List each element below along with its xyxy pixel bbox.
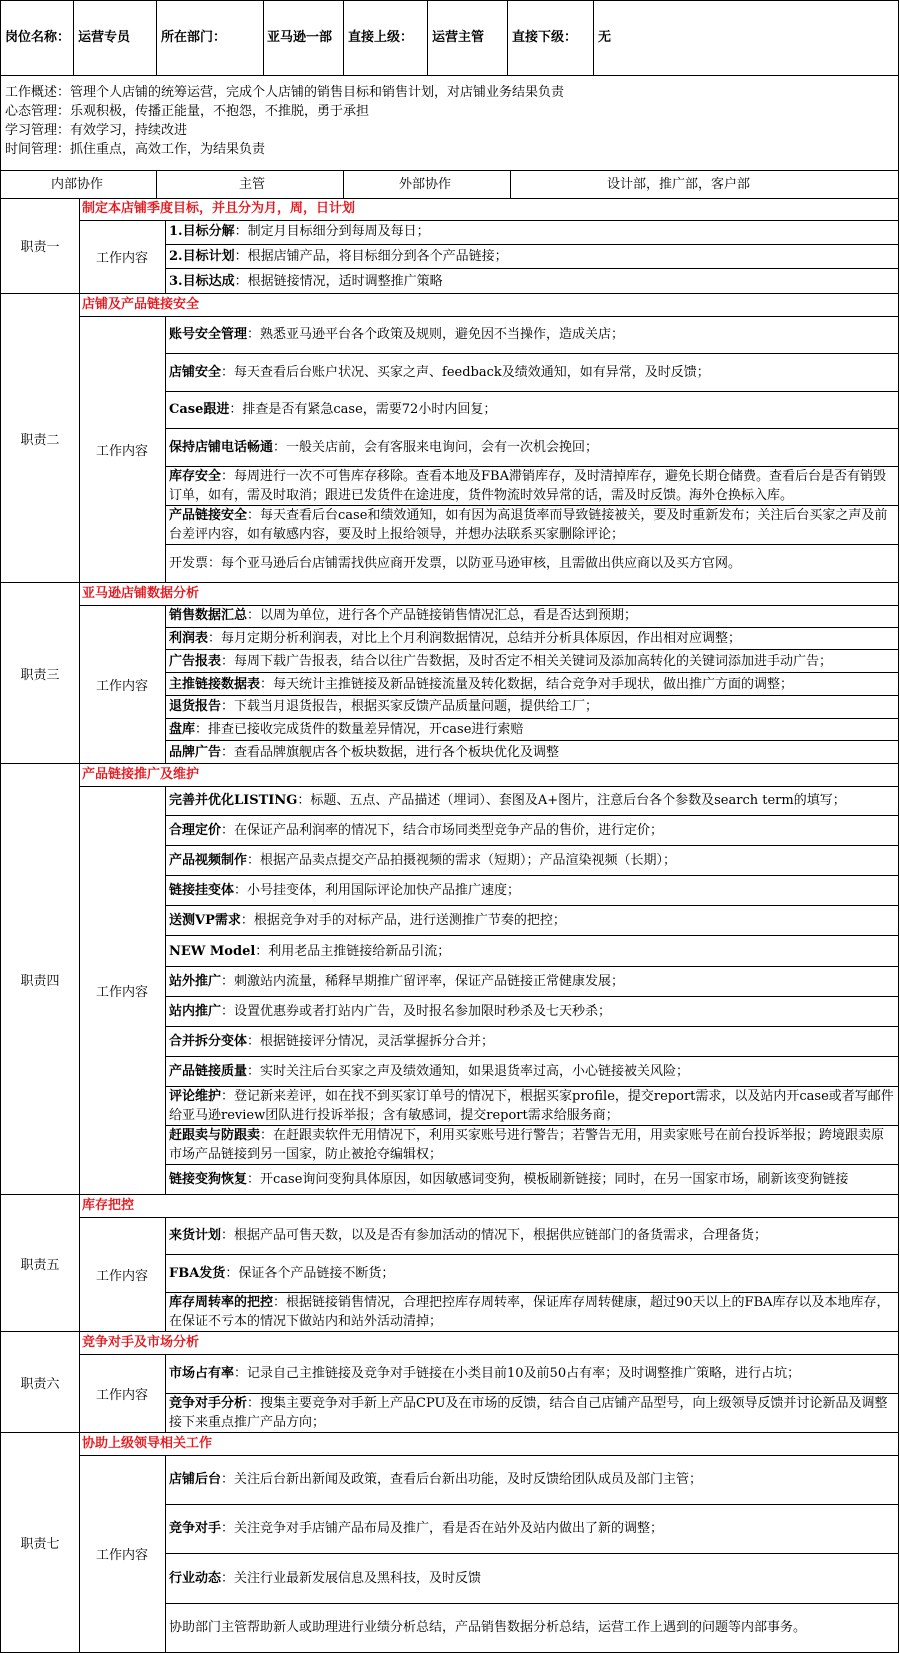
duty-item-text: [169, 1569, 481, 1588]
duty-item-text: [169, 652, 832, 671]
duty-item-text: [169, 791, 846, 810]
external-coop-label: 外部协作: [399, 177, 452, 192]
work-content-label: 工作内容: [79, 605, 166, 763]
divider: [343, 171, 344, 198]
duty-items: [166, 605, 898, 763]
duty-item-text: [169, 506, 895, 544]
duty-item-key: 合理定价: [169, 823, 222, 839]
dept-label: 所在部门：: [161, 30, 227, 45]
duty-item-value: 协助部门主管帮助新人或助理进行业绩分析总结，产品销售数据分析总结，运营工作上遇到的问题等内部事务。: [169, 1620, 807, 1636]
duty-item-value: ：小号挂变体，利用国际评论加快产品推广速度；: [234, 883, 521, 899]
duty-item-text: [169, 1062, 689, 1081]
duty-item: [166, 967, 898, 997]
overview-line: 心态管理：乐观积极，传播正能量，不抱怨，不推脱，勇于承担: [5, 104, 370, 119]
subordinate-label: 直接下级：: [512, 30, 578, 45]
duty-item-key: 链接变狗恢复: [169, 1171, 248, 1187]
overview: [0, 75, 899, 171]
duty-item: [166, 650, 898, 673]
work-content-label: 工作内容: [79, 1354, 166, 1432]
work-content-label: 工作内容: [79, 316, 166, 582]
duty-item: [166, 1057, 898, 1087]
superior-value: 运营主管: [432, 30, 485, 45]
duty-item-text: [169, 821, 663, 840]
duty-item-key: 来货计划: [169, 1228, 222, 1243]
duty-label: 职责五: [1, 1195, 80, 1331]
duty-item-key: 赶跟卖与防跟卖: [169, 1127, 261, 1143]
duty-item-key: 店铺后台: [169, 1471, 222, 1487]
duty-item-key: FBA发货: [169, 1266, 226, 1281]
duty-item-text: [169, 743, 559, 762]
duty-item-value: ：设置优惠券或者打站内广告，及时报名参加限时秒杀及七天秒杀；: [221, 1003, 612, 1019]
duty-item-key: 市场占有率: [169, 1365, 235, 1381]
duty-item-key: 合并拆分变体: [169, 1033, 248, 1049]
dept-value: 亚马逊一部: [267, 30, 333, 45]
duty-item-text: [169, 467, 895, 505]
duty-item-text: [169, 972, 624, 991]
duty-item: [166, 876, 898, 906]
duty-item-text: [169, 911, 566, 930]
duty-item-key: NEW Model: [169, 943, 256, 959]
position-value: 运营专员: [78, 30, 131, 45]
duty-item: [166, 846, 898, 876]
duty-item-text: [169, 697, 598, 716]
duty-item: [166, 1027, 898, 1057]
duty-items: [166, 1354, 898, 1432]
duty-items: [166, 1455, 898, 1652]
duty-item-value: ：一般关店前，会有客服来电询问，会有一次机会挽回；: [273, 440, 599, 456]
duty-item-value: ：制定月目标细分到每周及每日；: [234, 224, 430, 240]
duty-item-value: 开发票：每个亚马逊后台店铺需找供应商开发票，以防亚马逊审核，且需做出供应商以及买方官网。: [169, 556, 742, 572]
cooperation-row: [0, 171, 899, 199]
divider: [507, 1, 508, 75]
duty-item-value: ：根据产品可售天数，以及是否有参加活动的情况下，根据供应链部门的备货需求，合理备货；: [221, 1228, 768, 1243]
duty-label: 职责一: [1, 198, 80, 293]
duty-item-value: ：保证各个产品链接不断货；: [225, 1266, 395, 1281]
duty-items: [166, 1217, 898, 1331]
duty-item-value: ：根据链接评分情况，灵活掌握拆分合并；: [247, 1033, 495, 1049]
duty-item-value: ：关注后台新出新闻及政策，查看后台新出功能，及时反馈给团队成员及部门主管；: [221, 1471, 703, 1487]
duty-item-key: 行业动态: [169, 1570, 222, 1586]
duty-item-value: ：关注行业最新发展信息及黑科技，及时反馈: [221, 1570, 482, 1586]
duty-item-key: 1.目标分解: [169, 224, 235, 240]
duty-item-text: [169, 400, 496, 419]
divider: [510, 171, 511, 198]
duty-item-value: ：根据产品卖点提交产品拍摄视频的需求（短期）；产品渲染视频（长期）；: [247, 853, 677, 869]
duty-item-text: [169, 222, 430, 241]
duty-item-key: 完善并优化LISTING: [169, 793, 298, 809]
divider: [73, 1, 74, 75]
work-content-label: 工作内容: [79, 1455, 166, 1652]
duty-item-value: ：在保证产品利润率的情况下，结合市场同类型竞争产品的售价，进行定价；: [221, 823, 664, 839]
duty-item-text: [169, 1618, 806, 1637]
duty-item: [166, 786, 898, 816]
duty-item: [166, 1087, 898, 1126]
duty-item: [166, 545, 898, 582]
duty-item: [166, 316, 898, 354]
duty-item: [166, 1255, 898, 1293]
divider: [156, 1, 157, 75]
overview-line: 学习管理：有效学习，持续改进: [5, 123, 188, 138]
work-content-label: 工作内容: [79, 786, 166, 1194]
duty-item-key: 广告报表: [169, 653, 222, 669]
duty-item-text: [169, 1470, 702, 1489]
position-label: 岗位名称：: [5, 30, 71, 45]
duty-item-value: ：根据竞争对手的对标产品，进行送测推广节奏的把控；: [240, 913, 566, 929]
duty-item-text: [169, 1293, 895, 1331]
duty-item-text: [169, 851, 676, 870]
duty-item-value: ：搜集主要竞争对手新上产品CPU及在市场的反馈，结合自己店铺产品型号，向上级领导反馈并讨论新品及调整接下来重点推广产品方向；: [169, 1395, 888, 1430]
duty-section: [0, 198, 899, 294]
duty-item-text: [169, 1226, 767, 1245]
duty-item: [166, 1354, 898, 1394]
duty-item-key: 主推链接数据表: [169, 676, 261, 692]
duty-item: [166, 1165, 898, 1194]
duty-item: [166, 220, 898, 245]
duty-item-value: ：根据链接情况，适时调整推广策略: [234, 273, 443, 289]
duty-item-value: ：每月定期分析利润表，对比上个月利润数据情况，总结并分析具体原因，作出相对应调整；: [208, 631, 742, 647]
duty-item-text: [169, 438, 598, 457]
duty-label: 职责四: [1, 764, 80, 1194]
duty-items: [166, 220, 898, 293]
duty-item-value: ：标题、五点、产品描述（埋词）、套图及A+图片，注意后台各个参数及search term的填写；: [297, 793, 846, 809]
duty-section: [0, 1195, 899, 1332]
duty-item-value: ：熟悉亚马逊平台各个政策及规则，避免因不当操作，造成关店；: [247, 326, 625, 342]
duty-item: [166, 467, 898, 506]
internal-coop-value: 主管: [239, 177, 266, 192]
duty-item-value: ：根据链接销售情况，合理把控库存周转率，保证库存周转健康，超过90天以上的FBA库存以及本地库存，在保证不亏本的情况下做站内和站外活动清掉；: [169, 1295, 890, 1329]
duty-section: [0, 1433, 899, 1653]
duty-item-key: 库存周转率的把控: [169, 1295, 274, 1310]
duty-title: 竞争对手及市场分析: [79, 1332, 898, 1355]
duty-item-text: [169, 629, 741, 648]
duty-item: [166, 906, 898, 936]
duty-item-value: ：在赶跟卖软件无用情况下，利用买家账号进行警告；若警告无用，用卖家账号在前台投诉举报；跨境跟卖原市场产品链接到另一国家，防止被抢夺编辑权；: [169, 1127, 885, 1162]
duty-item-value: ：以周为单位，进行各个产品链接销售情况汇总，看是否达到预期；: [247, 608, 638, 624]
divider: [593, 1, 594, 75]
duty-item-text: [169, 1170, 848, 1189]
work-content-label: 工作内容: [79, 220, 166, 293]
duty-item: [166, 605, 898, 628]
duty-item: [166, 741, 898, 763]
divider: [263, 1, 264, 75]
duty-item: [166, 1554, 898, 1604]
duty-item-value: ：排查是否有紧急case，需要72小时内回复；: [229, 402, 497, 418]
duty-item-key: 销售数据汇总: [169, 608, 248, 624]
duty-item-key: 链接挂变体: [169, 883, 235, 899]
internal-coop-label: 内部协作: [51, 177, 104, 192]
duty-item: [166, 1604, 898, 1653]
duty-item-key: 产品视频制作: [169, 853, 248, 869]
duty-item: [166, 936, 898, 966]
duty-title: 库存把控: [79, 1195, 898, 1218]
duty-item-key: 站外推广: [169, 973, 222, 989]
duty-item-value: ：查看品牌旗舰店各个板块数据，进行各个板块优化及调整: [221, 744, 560, 760]
duty-label: 职责六: [1, 1332, 80, 1432]
duty-item: [166, 628, 898, 651]
duty-item-text: [169, 1264, 394, 1283]
duty-title: 协助上级领导相关工作: [79, 1433, 898, 1456]
duty-item-text: [169, 1519, 663, 1538]
duty-item-text: [169, 1032, 494, 1051]
duty-title: 店铺及产品链接安全: [79, 294, 898, 317]
duty-item-key: 评论维护: [169, 1088, 222, 1104]
duty-item-value: ：排查已接收完成货件的数量差异情况，开case进行索赔: [195, 721, 524, 737]
superior-label: 直接上级：: [348, 30, 414, 45]
duty-item-value: ：关注竞争对手店铺产品布局及推广，看是否在站外及站内做出了新的调整；: [221, 1521, 664, 1537]
duty-item-text: [169, 1394, 895, 1432]
duty-items: [166, 786, 898, 1194]
divider: [427, 1, 428, 75]
duty-item: [166, 1293, 898, 1331]
duty-item-key: 店铺安全: [169, 364, 222, 380]
duty-item-text: [169, 1087, 895, 1125]
duty-items: [166, 316, 898, 582]
header-row: [0, 0, 899, 76]
duty-item-key: 竞争对手分析: [169, 1395, 248, 1411]
duty-title: 制定本店铺季度目标，并且分为月，周，日计划: [79, 198, 898, 221]
duty-item-value: ：利用老品主推链接给新品引流；: [255, 943, 451, 959]
duty-item-key: 保持店铺电话畅通: [169, 440, 274, 456]
duty-item: [166, 696, 898, 719]
duty-item-value: ：每周进行一次不可售库存移除。查看本地及FBA滞销库存，及时清掉库存，避免长期仓储费。查看后台是否有销毁订单，如有，需及时取消；跟进已发货件在途进度，货件物流时效异常的话，需及时反馈。海外仓换标入库。: [169, 469, 886, 504]
subordinate-value: 无: [598, 30, 612, 45]
duty-item-key: 产品链接安全: [169, 508, 248, 524]
work-content-label: 工作内容: [79, 1217, 166, 1331]
duty-item-value: ：刺激站内流量，稀释早期推广留评率，保证产品链接正常健康发展；: [221, 973, 625, 989]
duty-item: [166, 429, 898, 467]
duty-item: [166, 719, 898, 742]
duty-item-value: ：开case询问变狗具体原因，如因敏感词变狗，模板刷新链接；同时，在另一国家市场，刷新该变狗链接: [247, 1171, 849, 1187]
duty-item-text: [169, 1364, 800, 1383]
duty-item-value: ：下载当月退货报告，根据买家反馈产品质量问题，提供给工厂；: [221, 699, 599, 715]
duty-item: [166, 816, 898, 846]
duty-item-text: [169, 675, 793, 694]
duty-item-value: ：实时关注后台买家之声及绩效通知，如果退货率过高，小心链接被关风险；: [247, 1063, 690, 1079]
duty-item-key: 退货报告: [169, 699, 222, 715]
duty-item-text: [169, 606, 637, 625]
duty-item: [166, 1394, 898, 1433]
duty-item: [166, 1455, 898, 1505]
duty-item: [166, 1217, 898, 1255]
divider: [343, 1, 344, 75]
duty-item-key: 账号安全管理: [169, 326, 248, 342]
duty-section: [0, 583, 899, 764]
duty-item: [166, 392, 898, 430]
duty-title: 亚马逊店铺数据分析: [79, 583, 898, 606]
duty-item-key: 送测VP需求: [169, 913, 241, 929]
duty-label: 职责二: [1, 294, 80, 582]
duty-item-key: 利润表: [169, 631, 209, 647]
duty-item-text: [169, 554, 741, 573]
duty-item-key: 站内推广: [169, 1003, 222, 1019]
duty-label: 职责三: [1, 583, 80, 763]
duty-label: 职责七: [1, 1433, 80, 1652]
duty-item-key: 竞争对手: [169, 1521, 222, 1537]
duty-item-key: 2.目标计划: [169, 249, 235, 264]
duty-item-key: 产品链接质量: [169, 1063, 248, 1079]
duty-section: [0, 1332, 899, 1433]
duty-item: [166, 506, 898, 545]
duty-item-value: ：每天统计主推链接及新品链接流量及转化数据，结合竞争对手现状，做出推广方面的调整；: [260, 676, 794, 692]
duty-item-key: 品牌广告: [169, 744, 222, 760]
overview-line: 时间管理：抓住重点，高效工作，为结果负责: [5, 142, 266, 157]
duty-item-key: 盘库: [169, 721, 196, 737]
duty-item-text: [169, 942, 450, 961]
duty-item-text: [169, 1126, 895, 1164]
duty-item-text: [169, 247, 508, 266]
duty-item-value: ：每天查看后台case和绩效通知，如有因为高退货率而导致链接被关，要及时重新发布；关注后台买家之声及前台差评内容，如有敏感内容，要及时上报给领导，并想办法联系买家删除评论；: [169, 508, 888, 543]
duty-title: 产品链接推广及维护: [79, 764, 898, 787]
duty-item-value: ：每周下载广告报表，结合以往广告数据，及时否定不相关关键词及添加高转化的关键词添加进手动广告；: [221, 653, 833, 669]
duty-item-text: [169, 1002, 611, 1021]
duty-item-text: [169, 881, 520, 900]
duty-item-key: 库存安全: [169, 469, 222, 485]
duty-item: [166, 997, 898, 1027]
divider: [156, 171, 157, 198]
duty-item: [166, 245, 898, 270]
duty-section: [0, 294, 899, 583]
duty-item-value: ：根据店铺产品，将目标细分到各个产品链接；: [234, 249, 508, 264]
duty-item: [166, 673, 898, 696]
duty-item: [166, 269, 898, 293]
duty-item-text: [169, 363, 710, 382]
duty-item: [166, 1126, 898, 1165]
duty-item-text: [169, 272, 443, 291]
duty-item: [166, 1505, 898, 1555]
overview-line: 工作概述：管理个人店铺的统筹运营，完成个人店铺的销售目标和销售计划，对店铺业务结果负责: [5, 85, 565, 100]
duty-item-text: [169, 325, 624, 344]
duty-item-text: [169, 720, 523, 739]
duty-item-value: ：记录自己主推链接及竞争对手链接在小类目前10及前50占有率；及时调整推广策略，进行占坑；: [234, 1365, 801, 1381]
external-coop-value: 设计部，推广部，客户部: [607, 177, 751, 192]
duty-item: [166, 354, 898, 392]
duty-item-key: 3.目标达成: [169, 273, 235, 289]
duty-item-value: ：登记新来差评，如在找不到买家订单号的情况下，根据买家profile，提交report需求，以及站内开case或者写邮件给亚马逊review团队进行投诉举报；含有敏感词，提交report需求给服务商；: [169, 1088, 894, 1123]
duty-item-value: ：每天查看后台账户状况、买家之声、feedback及绩效通知，如有异常，及时反馈；: [221, 364, 710, 380]
duty-item-key: Case跟进: [169, 402, 230, 418]
duty-section: [0, 764, 899, 1195]
